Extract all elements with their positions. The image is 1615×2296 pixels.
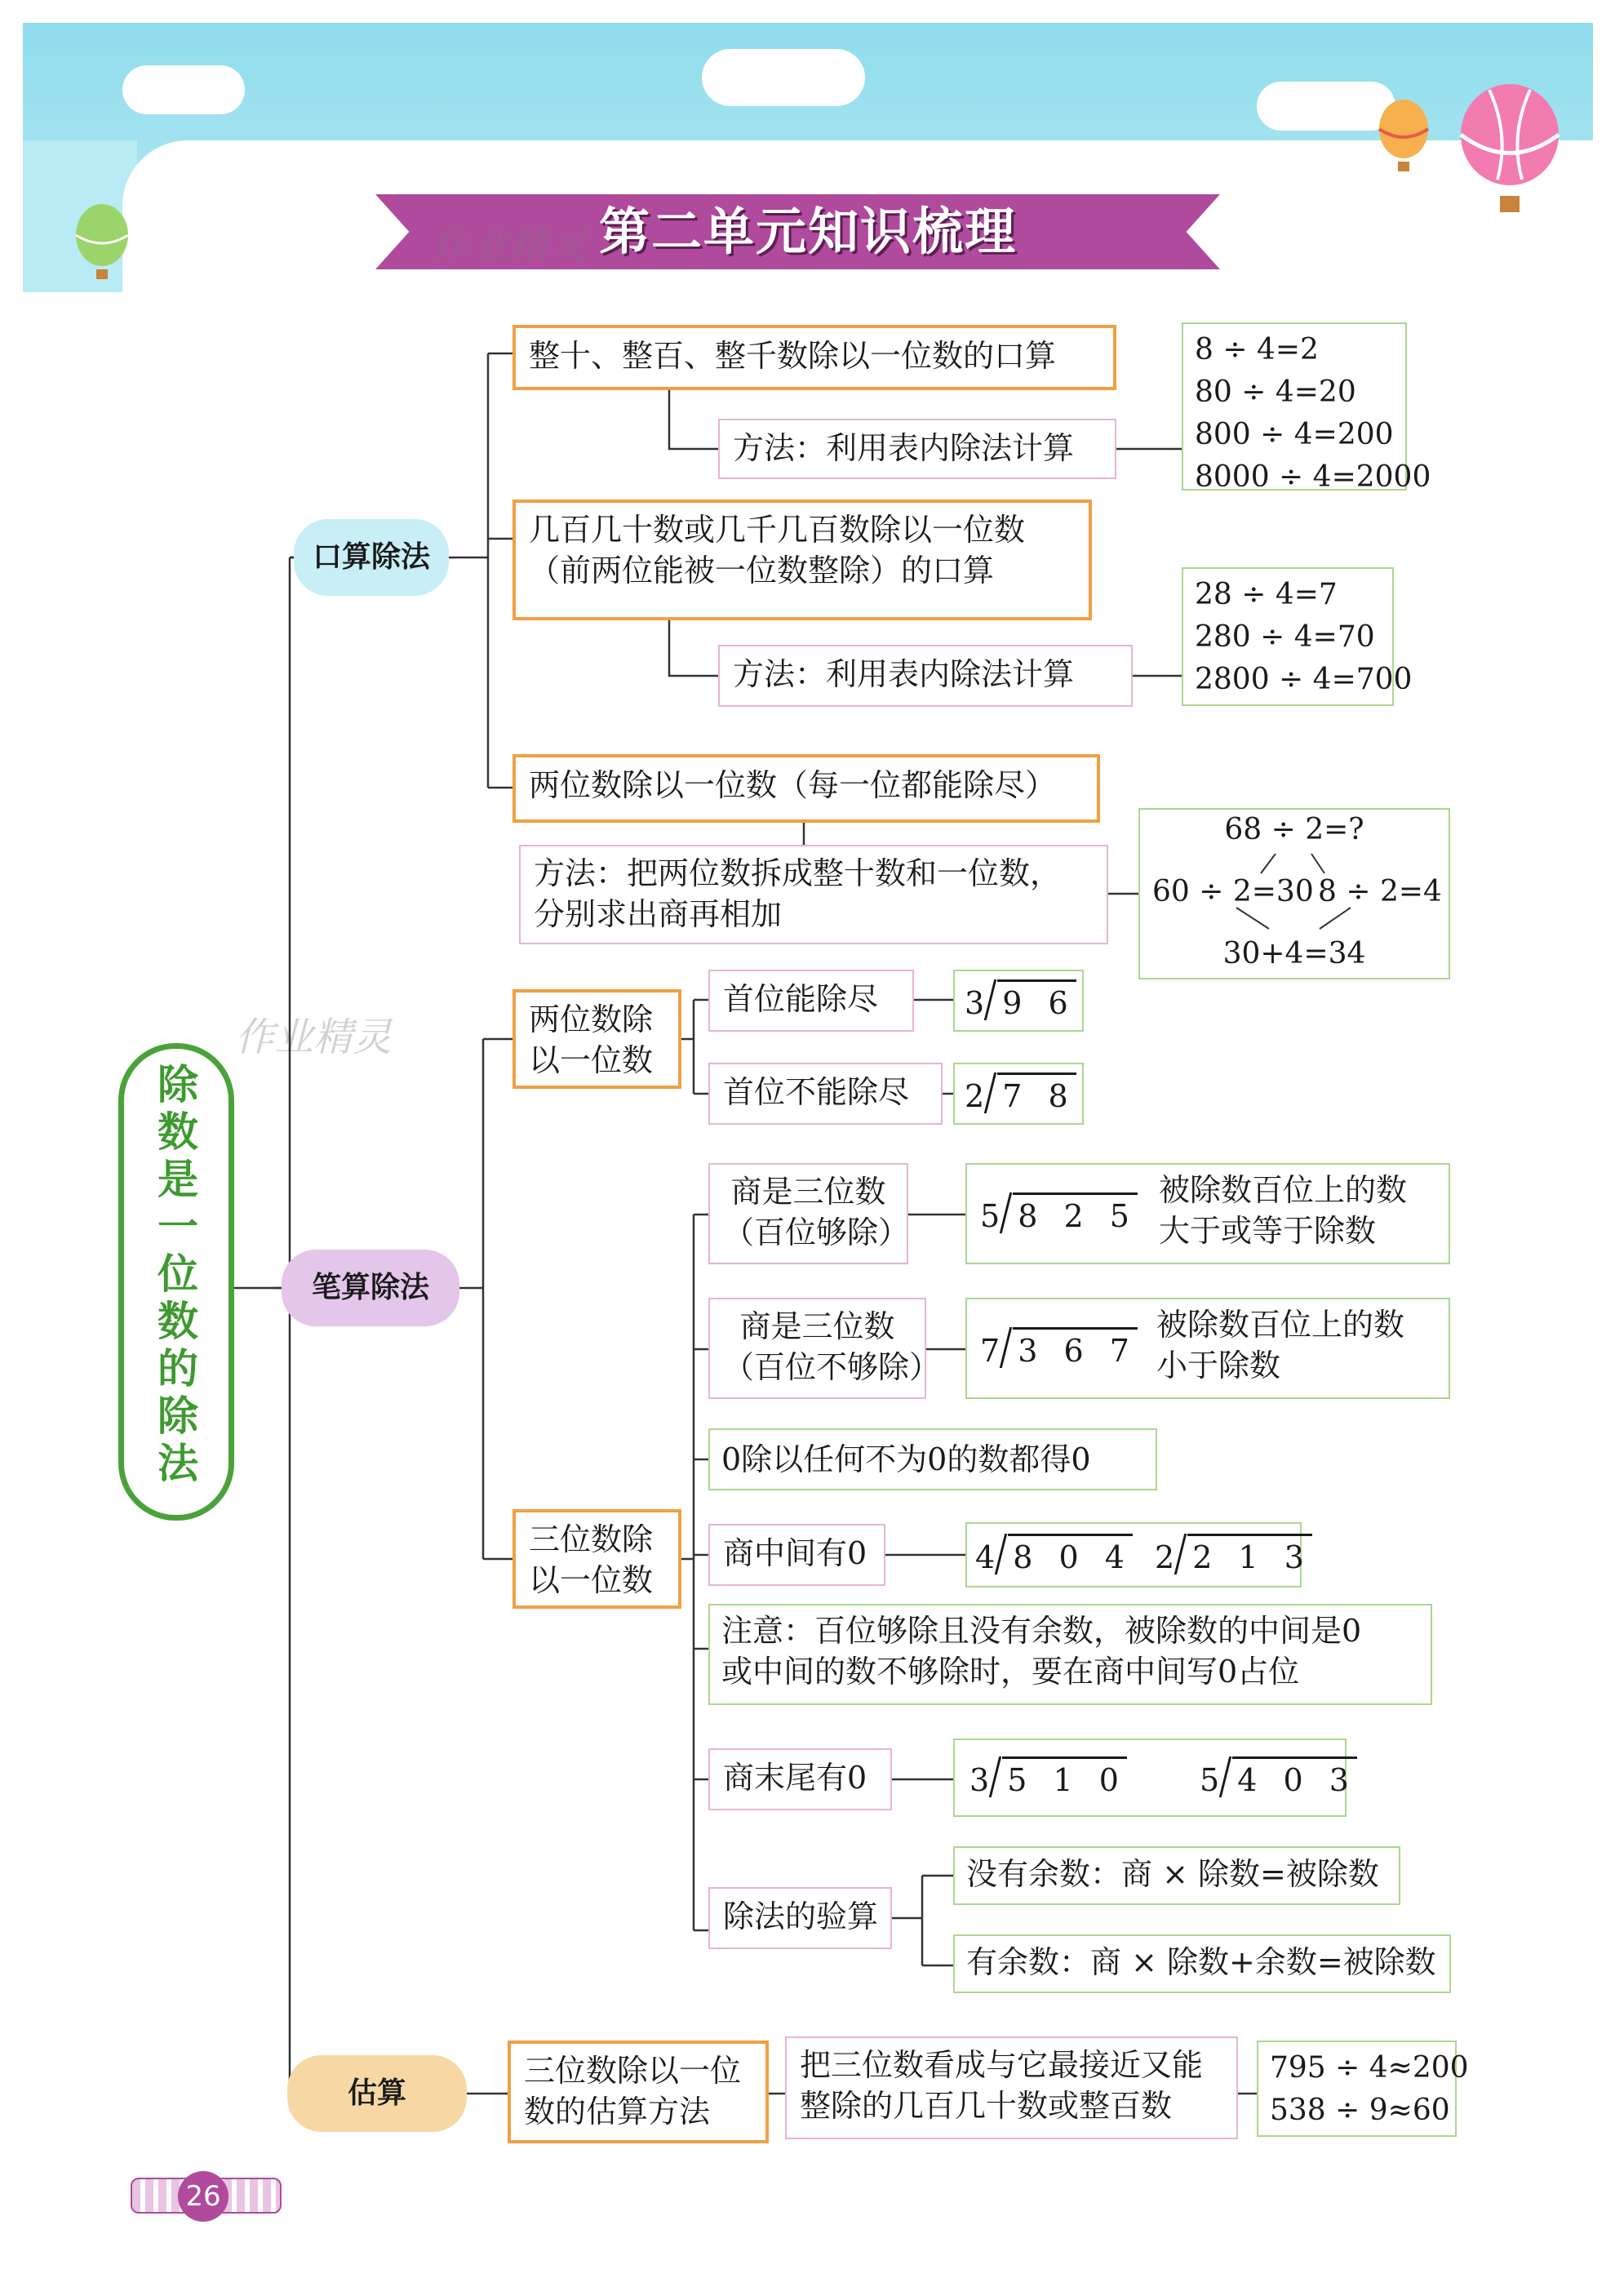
label-line: 两位数除 <box>529 1001 654 1037</box>
dividend: 2 1 3 <box>1187 1534 1312 1579</box>
dividend: 4 0 3 <box>1232 1756 1357 1801</box>
method-line: 把三位数看成与它最接近又能 <box>800 2047 1204 2083</box>
dividend: 3 6 7 <box>1013 1327 1138 1372</box>
example-with-note <box>965 1163 1450 1264</box>
topic-line: 数的估算方法 <box>524 2094 711 2129</box>
oral-examples-1 <box>1182 322 1431 494</box>
oral-method-2: 方法：利用表内除法计算 <box>718 645 1133 707</box>
divisor: 4 <box>975 1539 1004 1575</box>
case-first-digit-divisible: 首位能除尽 <box>708 970 914 1032</box>
middle-zero: 商中间有0 <box>708 1524 885 1586</box>
root-label: 除数是一位数的除法 <box>158 1061 198 1487</box>
note-line: 或中间的数不够除时，要在商中间写0占位 <box>721 1654 1300 1690</box>
end-zero: 商末尾有0 <box>708 1748 892 1810</box>
oral-examples-2 <box>1182 567 1413 706</box>
example-line: 800 ÷ 4=200 <box>1195 418 1394 451</box>
label-line: 三位数除 <box>529 1521 654 1557</box>
example-line: 8 ÷ 4=2 <box>1195 333 1319 366</box>
split-arrows <box>1138 808 1450 979</box>
branch-estimation: 估算 <box>287 2055 467 2132</box>
zero-placeholder-note <box>708 1604 1432 1705</box>
three-digit-division <box>512 1509 681 1609</box>
page-number: 26 <box>178 2171 228 2222</box>
example-with-note <box>965 1298 1450 1399</box>
note-line: 小于除数 <box>1156 1348 1281 1383</box>
note-line: 注意：百位够除且没有余数，被除数的中间是0 <box>721 1613 1362 1649</box>
divisor: 3 <box>965 985 993 1021</box>
divisor: 3 <box>969 1762 998 1798</box>
dividend: 7 8 <box>997 1073 1076 1117</box>
dividend: 5 1 0 <box>1002 1756 1127 1801</box>
two-digit-division <box>512 989 681 1089</box>
divisor: 5 <box>1200 1762 1228 1798</box>
long-division-example <box>953 970 1084 1032</box>
label-line: 商是三位数 <box>730 1174 886 1210</box>
watermark: 作业精灵 <box>235 1015 393 1060</box>
note <box>1159 1170 1407 1251</box>
estimation-topic <box>508 2041 769 2143</box>
label-line: 以一位数 <box>529 1042 654 1078</box>
split-example-top: 68 ÷ 2=? <box>1224 813 1364 846</box>
oral-topic-1: 整十、整百、整千数除以一位数的口算 <box>512 325 1116 390</box>
note <box>1156 1304 1404 1386</box>
divisor: 2 <box>965 1078 993 1114</box>
example-line: 28 ÷ 4=7 <box>1195 578 1338 611</box>
case-first-digit-not-divisible: 首位不能除尽 <box>708 1063 943 1125</box>
end-zero-examples <box>953 1739 1357 1817</box>
split-example-bottom: 30+4=34 <box>1222 937 1366 970</box>
check-no-remainder: 没有余数：商 × 除数=被除数 <box>953 1846 1400 1905</box>
example-line: 795 ÷ 4≈200 <box>1270 2051 1469 2085</box>
long-division-example <box>953 1063 1084 1125</box>
example-line: 8000 ÷ 4=2000 <box>1195 460 1431 494</box>
division-check: 除法的验算 <box>708 1887 892 1949</box>
dividend: 8 0 4 <box>1008 1534 1133 1579</box>
split-example-left: 60 ÷ 2=30 <box>1152 875 1314 908</box>
topic-line: 几百几十数或几千几百数除以一位数 <box>529 512 1026 548</box>
label-line: （百位够除） <box>723 1215 910 1250</box>
estimation-examples <box>1257 2041 1469 2137</box>
branch-oral-division: 口算除法 <box>294 519 449 596</box>
estimation-method <box>785 2036 1238 2139</box>
note-line: 大于或等于除数 <box>1159 1213 1377 1249</box>
middle-zero-examples <box>965 1522 1312 1588</box>
oral-topic-2 <box>512 500 1092 620</box>
dividend: 9 6 <box>997 979 1076 1024</box>
divisor: 5 <box>980 1198 1009 1234</box>
page-title: 第二单元知识梳理 <box>598 202 1017 261</box>
oral-method-1: 方法：利用表内除法计算 <box>718 419 1116 479</box>
watermark: 作业精灵 <box>431 223 588 269</box>
check-with-remainder: 有余数：商 × 除数+余数=被除数 <box>953 1934 1451 1993</box>
example-line: 538 ÷ 9≈60 <box>1270 2094 1450 2127</box>
topic-line: （前两位能被一位数整除）的口算 <box>529 553 995 588</box>
label-line: （百位不够除） <box>723 1349 941 1385</box>
branch-written-division: 笔算除法 <box>282 1250 459 1326</box>
label-line: 商是三位数 <box>739 1308 895 1344</box>
oral-topic-3: 两位数除以一位数（每一位都能除尽） <box>512 754 1100 823</box>
example-line: 2800 ÷ 4=700 <box>1195 663 1413 696</box>
split-example-right: 8 ÷ 2=4 <box>1318 875 1442 908</box>
method-line: 方法：把两位数拆成整十数和一位数， <box>534 855 1062 891</box>
zero-rule: 0除以任何不为0的数都得0 <box>708 1428 1157 1490</box>
note-line: 被除数百位上的数 <box>1156 1307 1405 1343</box>
note-line: 被除数百位上的数 <box>1159 1172 1408 1208</box>
divisor: 2 <box>1155 1539 1183 1575</box>
label-line: 以一位数 <box>529 1562 654 1598</box>
example-line: 280 ÷ 4=70 <box>1195 620 1375 654</box>
quotient-three-digit-hundreds-divisible <box>708 1163 908 1264</box>
method-line: 整除的几百几十数或整百数 <box>800 2088 1173 2124</box>
example-line: 80 ÷ 4=20 <box>1195 375 1356 409</box>
oral-method-3 <box>519 845 1108 944</box>
divisor: 7 <box>980 1333 1009 1369</box>
topic-line: 三位数除以一位 <box>524 2053 742 2089</box>
method-line: 分别求出商再相加 <box>534 896 783 932</box>
quotient-three-digit-hundreds-not-divisible <box>708 1298 941 1399</box>
dividend: 8 2 5 <box>1013 1192 1138 1237</box>
